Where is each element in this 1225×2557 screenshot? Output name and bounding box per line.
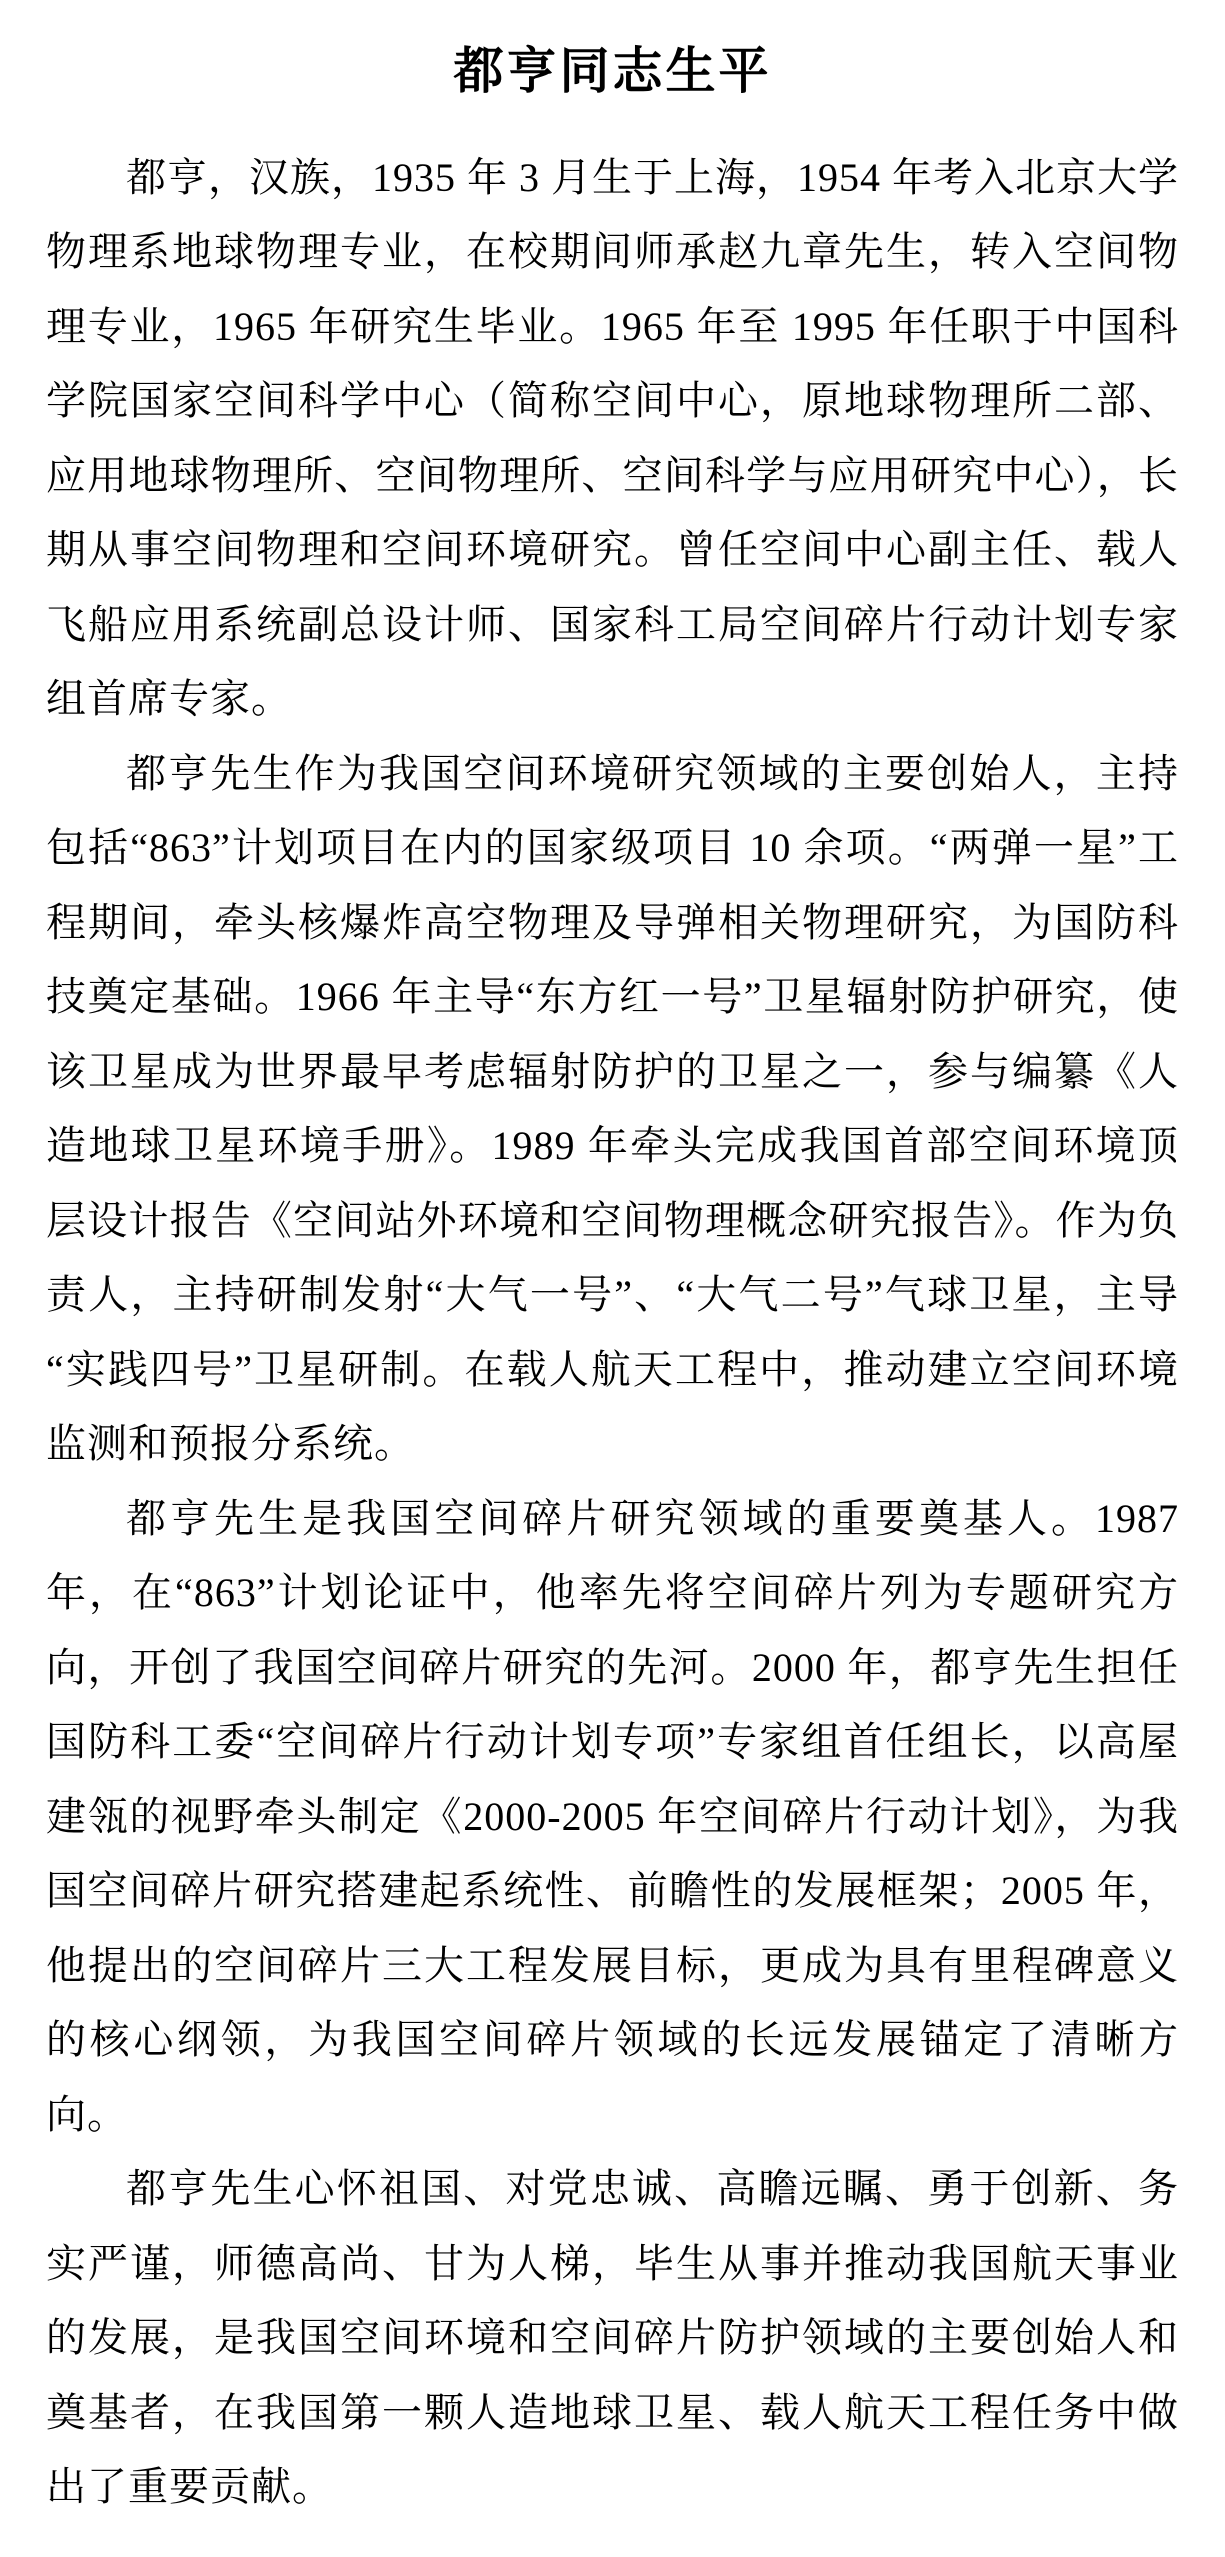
biography-body <box>46 141 1179 2525</box>
paragraph-space-debris-research: 都亨先生是我国空间碎片研究领域的重要奠基人。1987 年，在“863”计划论证中，他率先将空间碎片列为专题研究方向，开创了我国空间碎片研究的先河。2000 年，都亨先生担任国防科工委“空间碎片行动计划专项”专家组首任组长，以高屋建瓴的视野牵头制定《2000-2005 年空间碎片行动计划》，为我国空间碎片研究搭建起系统性、前瞻性的发展框架；2005 年，他提出的空间碎片三大工程发展目标，更成为具有里程碑意义的核心纲领，为我国空间碎片领域的长远发展锚定了清晰方向。 <box>46 1495 1179 2137</box>
page-title: 都亨同志生平 <box>453 43 772 99</box>
paragraph-space-environment-research: 都亨先生作为我国空间环境研究领域的主要创始人，主持包括“863”计划项目在内的国家级项目 10 余项。“两弹一星”工程期间，牵头核爆炸高空物理及导弹相关物理研究，为国防科技奠定基础。1966 年主导“东方红一号”卫星辐射防护研究，使该卫星成为世界最早考虑辐射防护的卫星之一，参与编纂《人造地球卫星环境手册》。1989 年牵头完成我国首部空间环境顶层设计报告《空间站外环境和空间物理概念研究报告》。作为负责人，主持研制发射“大气一号”、“大气二号”气球卫星，主导“实践四号”卫星研制。在载人航天工程中，推动建立空间环境监测和预报分系统。 <box>46 750 1179 1466</box>
paragraph-early-life: 都亨，汉族，1935 年 3 月生于上海，1954 年考入北京大学物理系地球物理专业，在校期间师承赵九章先生，转入空间物理专业，1965 年研究生毕业。1965 年至 1995 年任职于中国科学院国家空间科学中心（简称空间中心，原地球物理所二部、应用地球物理所、空间物理所、空间科学与应用研究中心），长期从事空间物理和空间环境研究。曾任空间中心副主任、载人飞船应用系统副总设计师、国家科工局空间碎片行动计划专家组首席专家。 <box>46 154 1179 721</box>
paragraph-character-and-legacy: 都亨先生心怀祖国、对党忠诚、高瞻远瞩、勇于创新、务实严谨，师德高尚、甘为人梯，毕生从事并推动我国航天事业的发展，是我国空间环境和空间碎片防护领域的主要创始人和奠基者，在我国第一颗人造地球卫星、载人航天工程任务中做出了重要贡献。 <box>46 2166 1179 2509</box>
